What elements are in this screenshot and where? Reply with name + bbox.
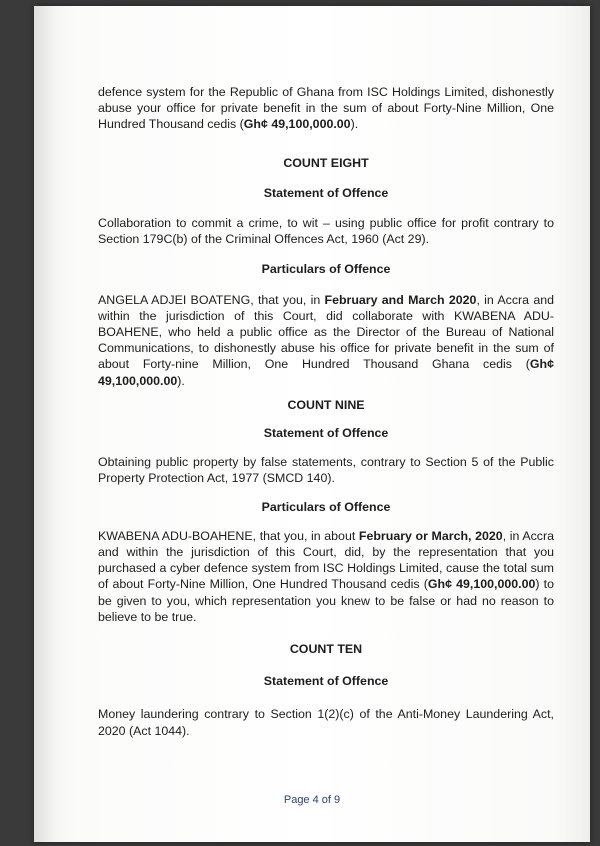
- count-nine-date: February or March, 2020: [358, 528, 503, 543]
- count-eight-statement-text: Collaboration to commit a crime, to wit – using public office for profit contrary to Section 179C(b) of the Criminal Offences Act, 1960 (Act 29).: [98, 216, 554, 247]
- count-nine-particulars-heading: Particulars of Offence: [261, 499, 391, 514]
- intro-text: defence system for the Republic of Ghana from ISC Holdings Limited, dishonestly abuse your office for private benefit in the sum of about Forty-Nine Million, One Hundred Thousand cedis (: [98, 85, 554, 132]
- count-nine-statement-heading: Statement of Offence: [263, 426, 389, 441]
- page-number: Page 4 of 9: [283, 794, 341, 806]
- count-eight-statement-heading: Statement of Offence: [263, 185, 389, 200]
- count-nine-title: COUNT NINE: [287, 397, 365, 412]
- intro-text-end: ).: [350, 117, 359, 132]
- count-eight-particulars-text: ANGELA ADJEI BOATENG, that you, in February and March 2020, in Accra and within the jurisdiction of this Court, did collaborate with KWABENA ADU-BOAHENE, who held a public office as the Director of the Bureau of National Communications, to dishonestly abuse his office for private benefit in the sum of about Forty-nine Million, One Hundred Thousand Ghana cedis (Gh¢ 49,100,000.00).: [98, 292, 555, 388]
- count-ten-statement-text: Money laundering contrary to Section 1(2)(c) of the Anti-Money Laundering Act, 2020 (Act 1044).: [98, 707, 554, 738]
- document-page: [34, 6, 590, 842]
- intro-amount: Gh¢ 49,100,000.00: [243, 117, 351, 132]
- count-eight-date: February and March 2020: [324, 292, 477, 307]
- count-nine-amount: Gh¢ 49,100,000.00: [427, 577, 536, 592]
- count-nine-statement-text: Obtaining public property by false statements, contrary to Section 5 of the Public Property Protection Act, 1977 (SMCD 140).: [98, 455, 554, 486]
- document-body: [98, 84, 554, 739]
- count-ten-title: COUNT TEN: [289, 642, 363, 657]
- count-eight-amount: Gh¢ 49,100,000.00: [98, 357, 554, 388]
- count-ten-statement-heading: Statement of Offence: [263, 674, 389, 689]
- count-nine-particulars-text: KWABENA ADU-BOAHENE, that you, in about February or March, 2020, in Accra and within the jurisdiction of this Court, did, by the representation that you purchased a cyber defence system from ISC Holdings Limited, cause the total sum of about Forty-Nine Million, One Hundred Thousand cedis (Gh¢ 49,100,000.00) to be given to you, which representation you knew to be false or had no reason to believe to be true.: [98, 528, 554, 624]
- count-eight-title: COUNT EIGHT: [283, 155, 369, 170]
- intro-paragraph: [98, 84, 554, 133]
- count-eight-particulars-heading: Particulars of Offence: [261, 262, 391, 277]
